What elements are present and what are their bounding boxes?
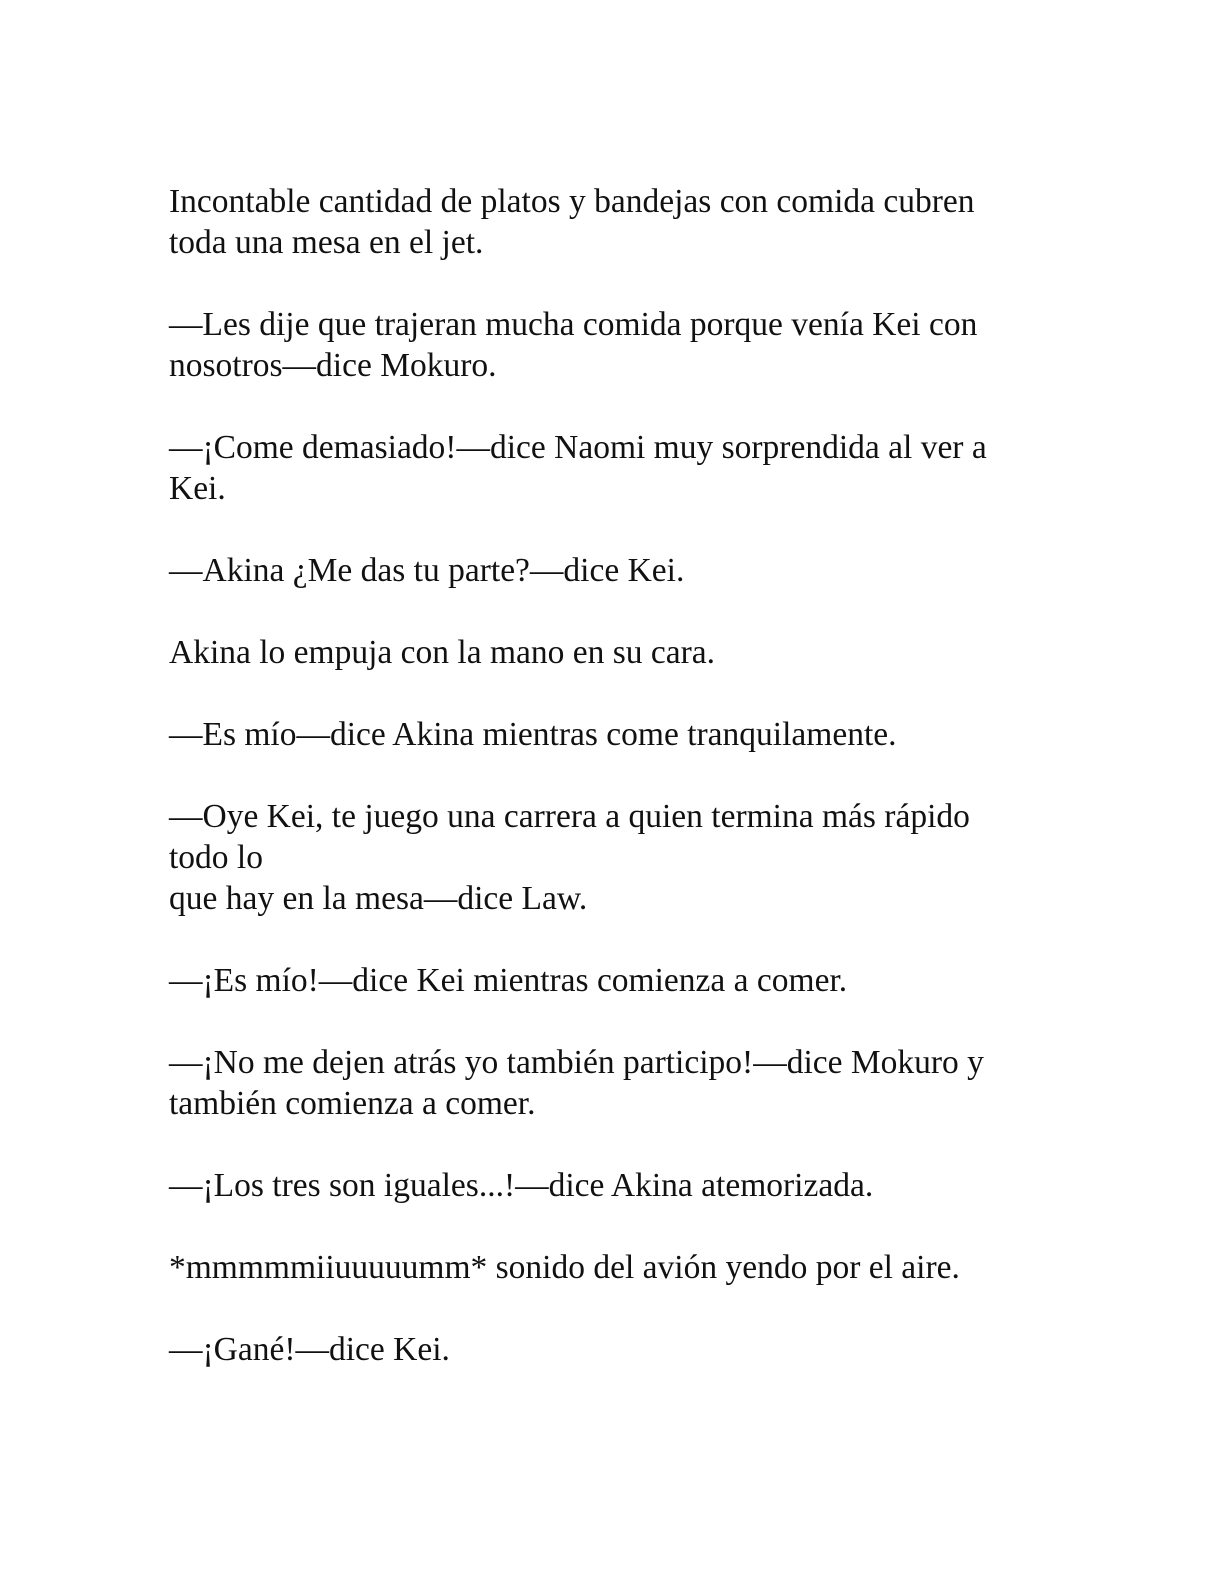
paragraph: —Akina ¿Me das tu parte?—dice Kei. — [169, 552, 685, 589]
paragraph: —Oye Kei, te juego una carrera a quien termina más rápido todo lo que hay en la mesa—dice Law. — [169, 798, 970, 917]
paragraph: —Es mío—dice Akina mientras come tranquilamente. — [169, 716, 897, 753]
paragraph: —¡Es mío!—dice Kei mientras comienza a comer. — [169, 962, 848, 999]
paragraph: —Les dije que trajeran mucha comida porque venía Kei con nosotros—dice Mokuro. — [169, 306, 978, 384]
paragraph: *mmmmmiiuuuuumm* sonido del avión yendo por el aire. — [169, 1249, 960, 1286]
paragraph: —¡Come demasiado!—dice Naomi muy sorprendida al ver a Kei. — [169, 429, 987, 507]
paragraph: Akina lo empuja con la mano en su cara. — [169, 634, 716, 671]
document-body — [169, 181, 1054, 1411]
paragraph: —¡Gané!—dice Kei. — [169, 1331, 450, 1368]
paragraph: —¡Los tres son iguales...!—dice Akina atemorizada. — [169, 1167, 874, 1204]
paragraph: Incontable cantidad de platos y bandejas con comida cubren toda una mesa en el jet. — [169, 183, 975, 261]
paragraph: —¡No me dejen atrás yo también participo!—dice Mokuro y también comienza a comer. — [169, 1044, 984, 1122]
